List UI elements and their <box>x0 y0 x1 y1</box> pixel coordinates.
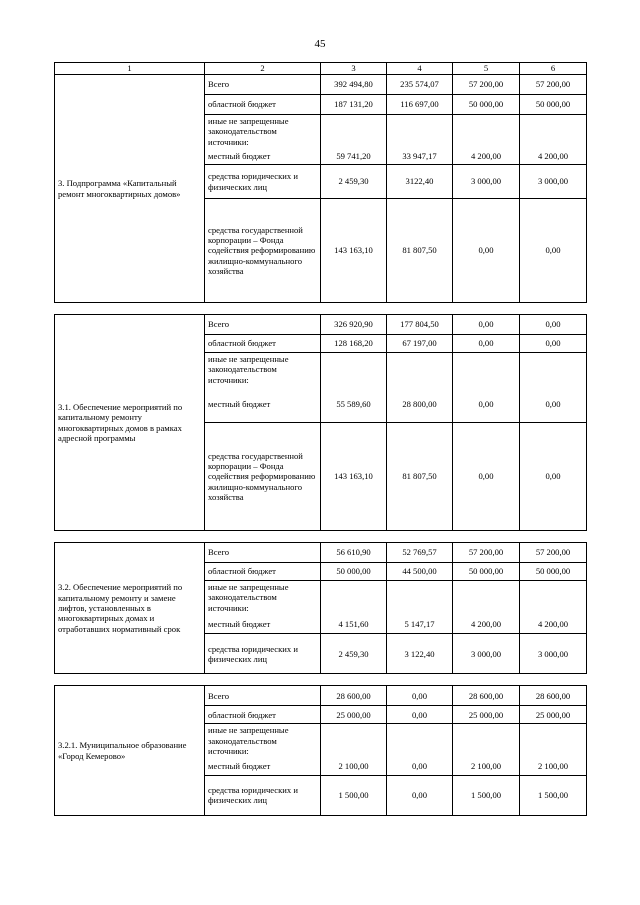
value-cell-col-5 <box>453 581 520 614</box>
value-cell-col-5: 0,00 <box>453 315 520 335</box>
header-col-4: 4 <box>387 63 453 75</box>
table-row <box>55 543 587 563</box>
block-name: 3.2. Обеспечение мероприятий по капитальному ремонту и замене лифтов, установленных в многоквартирных домах и отработавших нормативный срок <box>55 543 205 674</box>
value-cell-col-4: 33 947,17 <box>387 149 453 165</box>
value-cell-col-5: 3 000,00 <box>453 165 520 199</box>
header-col-5: 5 <box>453 63 520 75</box>
value-cell-col-6: 28 600,00 <box>520 686 587 706</box>
value-cell-col-5: 28 600,00 <box>453 686 520 706</box>
value-cell-col-4: 5 147,17 <box>387 614 453 634</box>
value-cell-col-3: 2 459,30 <box>321 165 387 199</box>
block-gap <box>55 303 587 315</box>
source-cell: средства юридических и физических лиц <box>205 634 321 674</box>
table-header-row <box>55 63 587 75</box>
value-cell-col-4: 177 804,50 <box>387 315 453 335</box>
value-cell-col-6: 0,00 <box>520 315 587 335</box>
source-cell: иные не запрещенные законодательством источники: <box>205 581 321 614</box>
block-gap <box>55 674 587 686</box>
source-cell: областной бюджет <box>205 706 321 724</box>
table-row <box>55 75 587 95</box>
source-cell: Всего <box>205 75 321 95</box>
value-cell-col-6: 0,00 <box>520 199 587 303</box>
value-cell-col-5: 3 000,00 <box>453 634 520 674</box>
gap-cell <box>55 531 587 543</box>
source-cell: Всего <box>205 686 321 706</box>
value-cell-col-6: 3 000,00 <box>520 165 587 199</box>
source-cell: средства юридических и физических лиц <box>205 775 321 815</box>
value-cell-col-5: 0,00 <box>453 423 520 531</box>
value-cell-col-3 <box>321 724 387 757</box>
value-cell-col-4: 235 574,07 <box>387 75 453 95</box>
value-cell-col-6: 0,00 <box>520 423 587 531</box>
header-col-1: 1 <box>55 63 205 75</box>
value-cell-col-4: 116 697,00 <box>387 95 453 115</box>
value-cell-col-3: 4 151,60 <box>321 614 387 634</box>
page-number: 45 <box>314 38 326 50</box>
value-cell-col-3: 143 163,10 <box>321 199 387 303</box>
source-cell: иные не запрещенные законодательством источники: <box>205 115 321 149</box>
value-cell-col-3: 1 500,00 <box>321 775 387 815</box>
value-cell-col-4 <box>387 115 453 149</box>
value-cell-col-5: 50 000,00 <box>453 563 520 581</box>
header-col-6: 6 <box>520 63 587 75</box>
gap-cell <box>55 674 587 686</box>
source-cell: Всего <box>205 543 321 563</box>
value-cell-col-3: 28 600,00 <box>321 686 387 706</box>
source-cell: Всего <box>205 315 321 335</box>
value-cell-col-4: 3 122,40 <box>387 634 453 674</box>
value-cell-col-6 <box>520 724 587 757</box>
value-cell-col-6: 25 000,00 <box>520 706 587 724</box>
gap-cell <box>55 303 587 315</box>
block-name: 3. Подпрограмма «Капитальный ремонт многоквартирных домов» <box>55 75 205 303</box>
value-cell-col-5: 1 500,00 <box>453 775 520 815</box>
value-cell-col-6: 50 000,00 <box>520 563 587 581</box>
value-cell-col-5: 0,00 <box>453 335 520 353</box>
value-cell-col-3: 59 741,20 <box>321 149 387 165</box>
value-cell-col-3: 143 163,10 <box>321 423 387 531</box>
source-cell: местный бюджет <box>205 149 321 165</box>
value-cell-col-6: 3 000,00 <box>520 634 587 674</box>
value-cell-col-3: 187 131,20 <box>321 95 387 115</box>
source-cell: областной бюджет <box>205 95 321 115</box>
block-name: 3.2.1. Муниципальное образование «Город Кемерово» <box>55 686 205 815</box>
value-cell-col-6 <box>520 353 587 387</box>
value-cell-col-4: 0,00 <box>387 775 453 815</box>
value-cell-col-4: 0,00 <box>387 757 453 775</box>
value-cell-col-3: 2 459,30 <box>321 634 387 674</box>
value-cell-col-3 <box>321 115 387 149</box>
value-cell-col-4: 28 800,00 <box>387 387 453 423</box>
value-cell-col-3: 326 920,90 <box>321 315 387 335</box>
value-cell-col-5: 2 100,00 <box>453 757 520 775</box>
source-cell: областной бюджет <box>205 563 321 581</box>
value-cell-col-3: 128 168,20 <box>321 335 387 353</box>
value-cell-col-3: 2 100,00 <box>321 757 387 775</box>
value-cell-col-6: 4 200,00 <box>520 149 587 165</box>
value-cell-col-4: 52 769,57 <box>387 543 453 563</box>
source-cell: средства государственной корпорации – Фонда содействия реформированию жилищно-коммунального хозяйства <box>205 423 321 531</box>
source-cell: средства государственной корпорации – Фонда содействия реформированию жилищно-коммунального хозяйства <box>205 199 321 303</box>
value-cell-col-4: 0,00 <box>387 686 453 706</box>
block-name: 3.1. Обеспечение мероприятий по капитальному ремонту многоквартирных домов в рамках адресной программы <box>55 315 205 531</box>
value-cell-col-5 <box>453 724 520 757</box>
value-cell-col-5: 57 200,00 <box>453 75 520 95</box>
value-cell-col-4 <box>387 581 453 614</box>
source-cell: иные не запрещенные законодательством источники: <box>205 724 321 757</box>
value-cell-col-6: 57 200,00 <box>520 75 587 95</box>
value-cell-col-4: 0,00 <box>387 706 453 724</box>
value-cell-col-4 <box>387 724 453 757</box>
value-cell-col-3 <box>321 581 387 614</box>
value-cell-col-6 <box>520 115 587 149</box>
value-cell-col-5 <box>453 115 520 149</box>
value-cell-col-6: 50 000,00 <box>520 95 587 115</box>
header-col-2: 2 <box>205 63 321 75</box>
value-cell-col-5: 50 000,00 <box>453 95 520 115</box>
value-cell-col-4 <box>387 353 453 387</box>
value-cell-col-4: 81 807,50 <box>387 423 453 531</box>
source-cell: средства юридических и физических лиц <box>205 165 321 199</box>
value-cell-col-6 <box>520 581 587 614</box>
value-cell-col-5: 4 200,00 <box>453 149 520 165</box>
value-cell-col-5: 4 200,00 <box>453 614 520 634</box>
source-cell: иные не запрещенные законодательством источники: <box>205 353 321 387</box>
value-cell-col-4: 44 500,00 <box>387 563 453 581</box>
value-cell-col-3: 392 494,80 <box>321 75 387 95</box>
header-col-3: 3 <box>321 63 387 75</box>
value-cell-col-5: 0,00 <box>453 387 520 423</box>
value-cell-col-6: 2 100,00 <box>520 757 587 775</box>
value-cell-col-6: 1 500,00 <box>520 775 587 815</box>
value-cell-col-3: 25 000,00 <box>321 706 387 724</box>
table-row <box>55 315 587 335</box>
value-cell-col-5: 0,00 <box>453 199 520 303</box>
value-cell-col-4: 3122,40 <box>387 165 453 199</box>
value-cell-col-3: 56 610,90 <box>321 543 387 563</box>
value-cell-col-3: 50 000,00 <box>321 563 387 581</box>
value-cell-col-4: 67 197,00 <box>387 335 453 353</box>
value-cell-col-4: 81 807,50 <box>387 199 453 303</box>
source-cell: местный бюджет <box>205 757 321 775</box>
source-cell: местный бюджет <box>205 387 321 423</box>
value-cell-col-3: 55 589,60 <box>321 387 387 423</box>
value-cell-col-3 <box>321 353 387 387</box>
value-cell-col-5: 57 200,00 <box>453 543 520 563</box>
budget-table <box>54 62 587 816</box>
source-cell: областной бюджет <box>205 335 321 353</box>
value-cell-col-6: 0,00 <box>520 335 587 353</box>
block-gap <box>55 531 587 543</box>
value-cell-col-5: 25 000,00 <box>453 706 520 724</box>
value-cell-col-5 <box>453 353 520 387</box>
value-cell-col-6: 57 200,00 <box>520 543 587 563</box>
table-row <box>55 686 587 706</box>
value-cell-col-6: 4 200,00 <box>520 614 587 634</box>
value-cell-col-6: 0,00 <box>520 387 587 423</box>
source-cell: местный бюджет <box>205 614 321 634</box>
